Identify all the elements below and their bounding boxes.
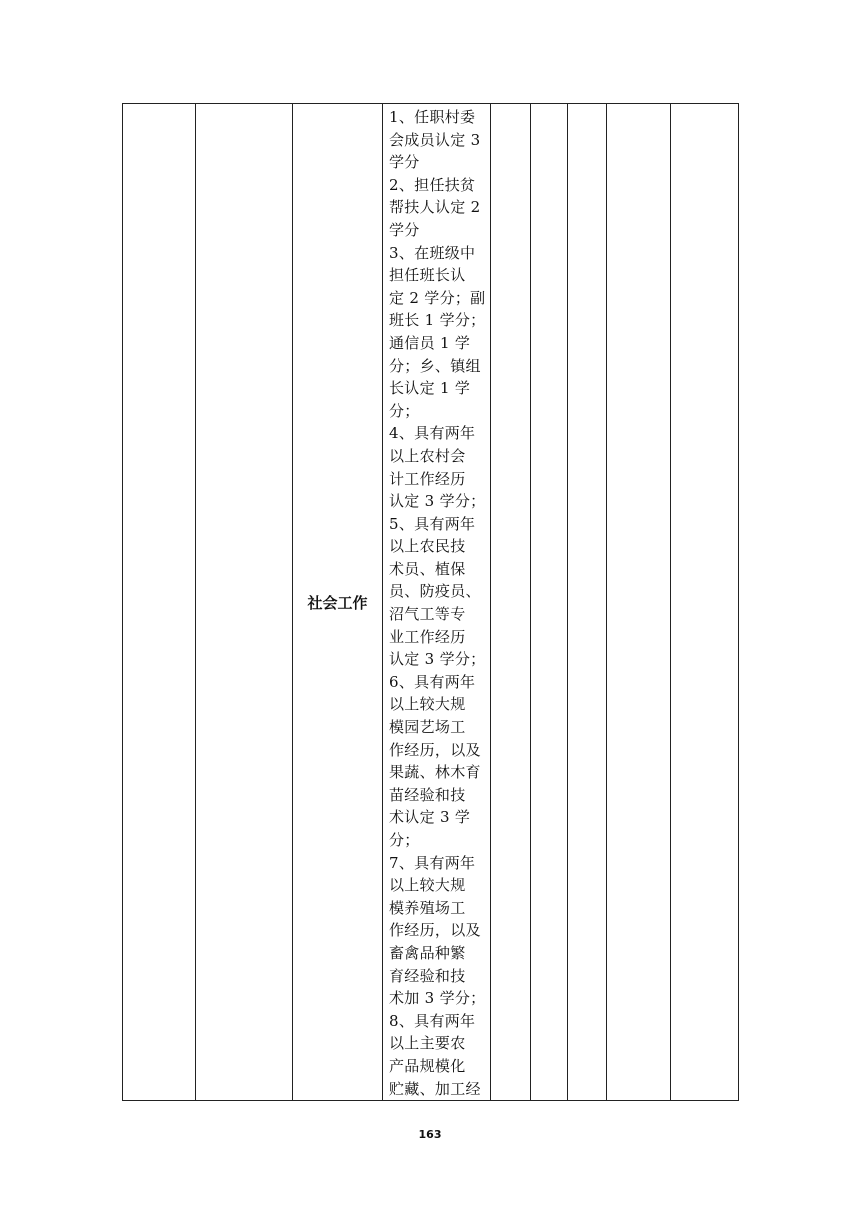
page-number: 163 xyxy=(418,1128,442,1141)
criteria-line: 畜禽品种繁 xyxy=(389,943,466,962)
criteria-line: 作经历，以及 xyxy=(389,740,481,759)
empty-cell-col1 xyxy=(123,104,196,1101)
criteria-line: 7、具有两年 xyxy=(389,853,476,872)
empty-cell-col2 xyxy=(196,104,293,1101)
criteria-line: 果蔬、林木育 xyxy=(389,763,481,782)
criteria-line: 术员、植保 xyxy=(389,559,466,578)
criteria-line: 以上较大规 xyxy=(389,695,466,714)
criteria-line: 分； xyxy=(389,401,420,420)
criteria-line: 模养殖场工 xyxy=(389,898,466,917)
empty-cell-col8 xyxy=(607,104,671,1101)
criteria-line: 1、任职村委 xyxy=(389,108,476,126)
criteria-line: 员、防疫员、 xyxy=(389,582,481,601)
credit-table xyxy=(122,103,739,1101)
criteria-line: 帮扶人认定 2 xyxy=(389,198,481,217)
table-row xyxy=(123,104,739,1101)
empty-cell-col7 xyxy=(568,104,607,1101)
empty-cell-col5 xyxy=(491,104,531,1101)
criteria-line: 学分 xyxy=(389,153,420,172)
criteria-line: 苗经验和技 xyxy=(389,785,466,804)
criteria-line: 分；乡、镇组 xyxy=(389,356,481,375)
criteria-line: 认定 3 学分； xyxy=(389,650,486,669)
criteria-line: 4、具有两年 xyxy=(389,424,476,443)
criteria-line: 业工作经历 xyxy=(389,627,466,646)
criteria-line: 术认定 3 学 xyxy=(389,808,471,827)
criteria-line: 定 2 学分；副 xyxy=(389,288,486,307)
criteria-line: 3、在班级中 xyxy=(389,243,476,262)
criteria-line: 8、具有两年 xyxy=(389,1011,476,1030)
criteria-line: 以上农村会 xyxy=(389,446,466,465)
criteria-text xyxy=(389,106,490,1100)
criteria-cell xyxy=(383,104,491,1101)
criteria-line: 以上较大规 xyxy=(389,876,466,895)
criteria-line: 担任班长认 xyxy=(389,266,466,285)
criteria-line: 分； xyxy=(389,831,420,849)
criteria-line: 以上农民技 xyxy=(389,537,466,556)
empty-cell-col6 xyxy=(531,104,568,1101)
criteria-line: 育经验和技 xyxy=(389,966,466,985)
criteria-line: 以上主要农 xyxy=(389,1034,466,1053)
criteria-line: 会成员认定 3 xyxy=(389,130,481,149)
criteria-line: 产品规模化 xyxy=(389,1056,466,1075)
criteria-line: 长认定 1 学 xyxy=(389,379,471,398)
criteria-line: 术加 3 学分； xyxy=(389,989,486,1008)
criteria-line: 2、担任扶贫 xyxy=(389,175,476,194)
criteria-line: 认定 3 学分； xyxy=(389,492,486,511)
criteria-line: 计工作经历 xyxy=(389,469,466,488)
criteria-line: 作经历，以及 xyxy=(389,921,481,940)
criteria-line: 贮藏、加工经 xyxy=(389,1079,481,1098)
criteria-line: 班长 1 学分； xyxy=(389,311,486,330)
empty-cell-col9 xyxy=(671,104,739,1101)
criteria-line: 6、具有两年 xyxy=(389,672,476,691)
criteria-line: 沼气工等专 xyxy=(389,605,466,624)
criteria-line: 学分 xyxy=(389,220,420,239)
category-cell: 社会工作 xyxy=(293,104,383,1101)
criteria-line: 5、具有两年 xyxy=(389,514,476,533)
criteria-line: 通信员 1 学 xyxy=(389,333,471,352)
criteria-line: 模园艺场工 xyxy=(389,718,466,737)
